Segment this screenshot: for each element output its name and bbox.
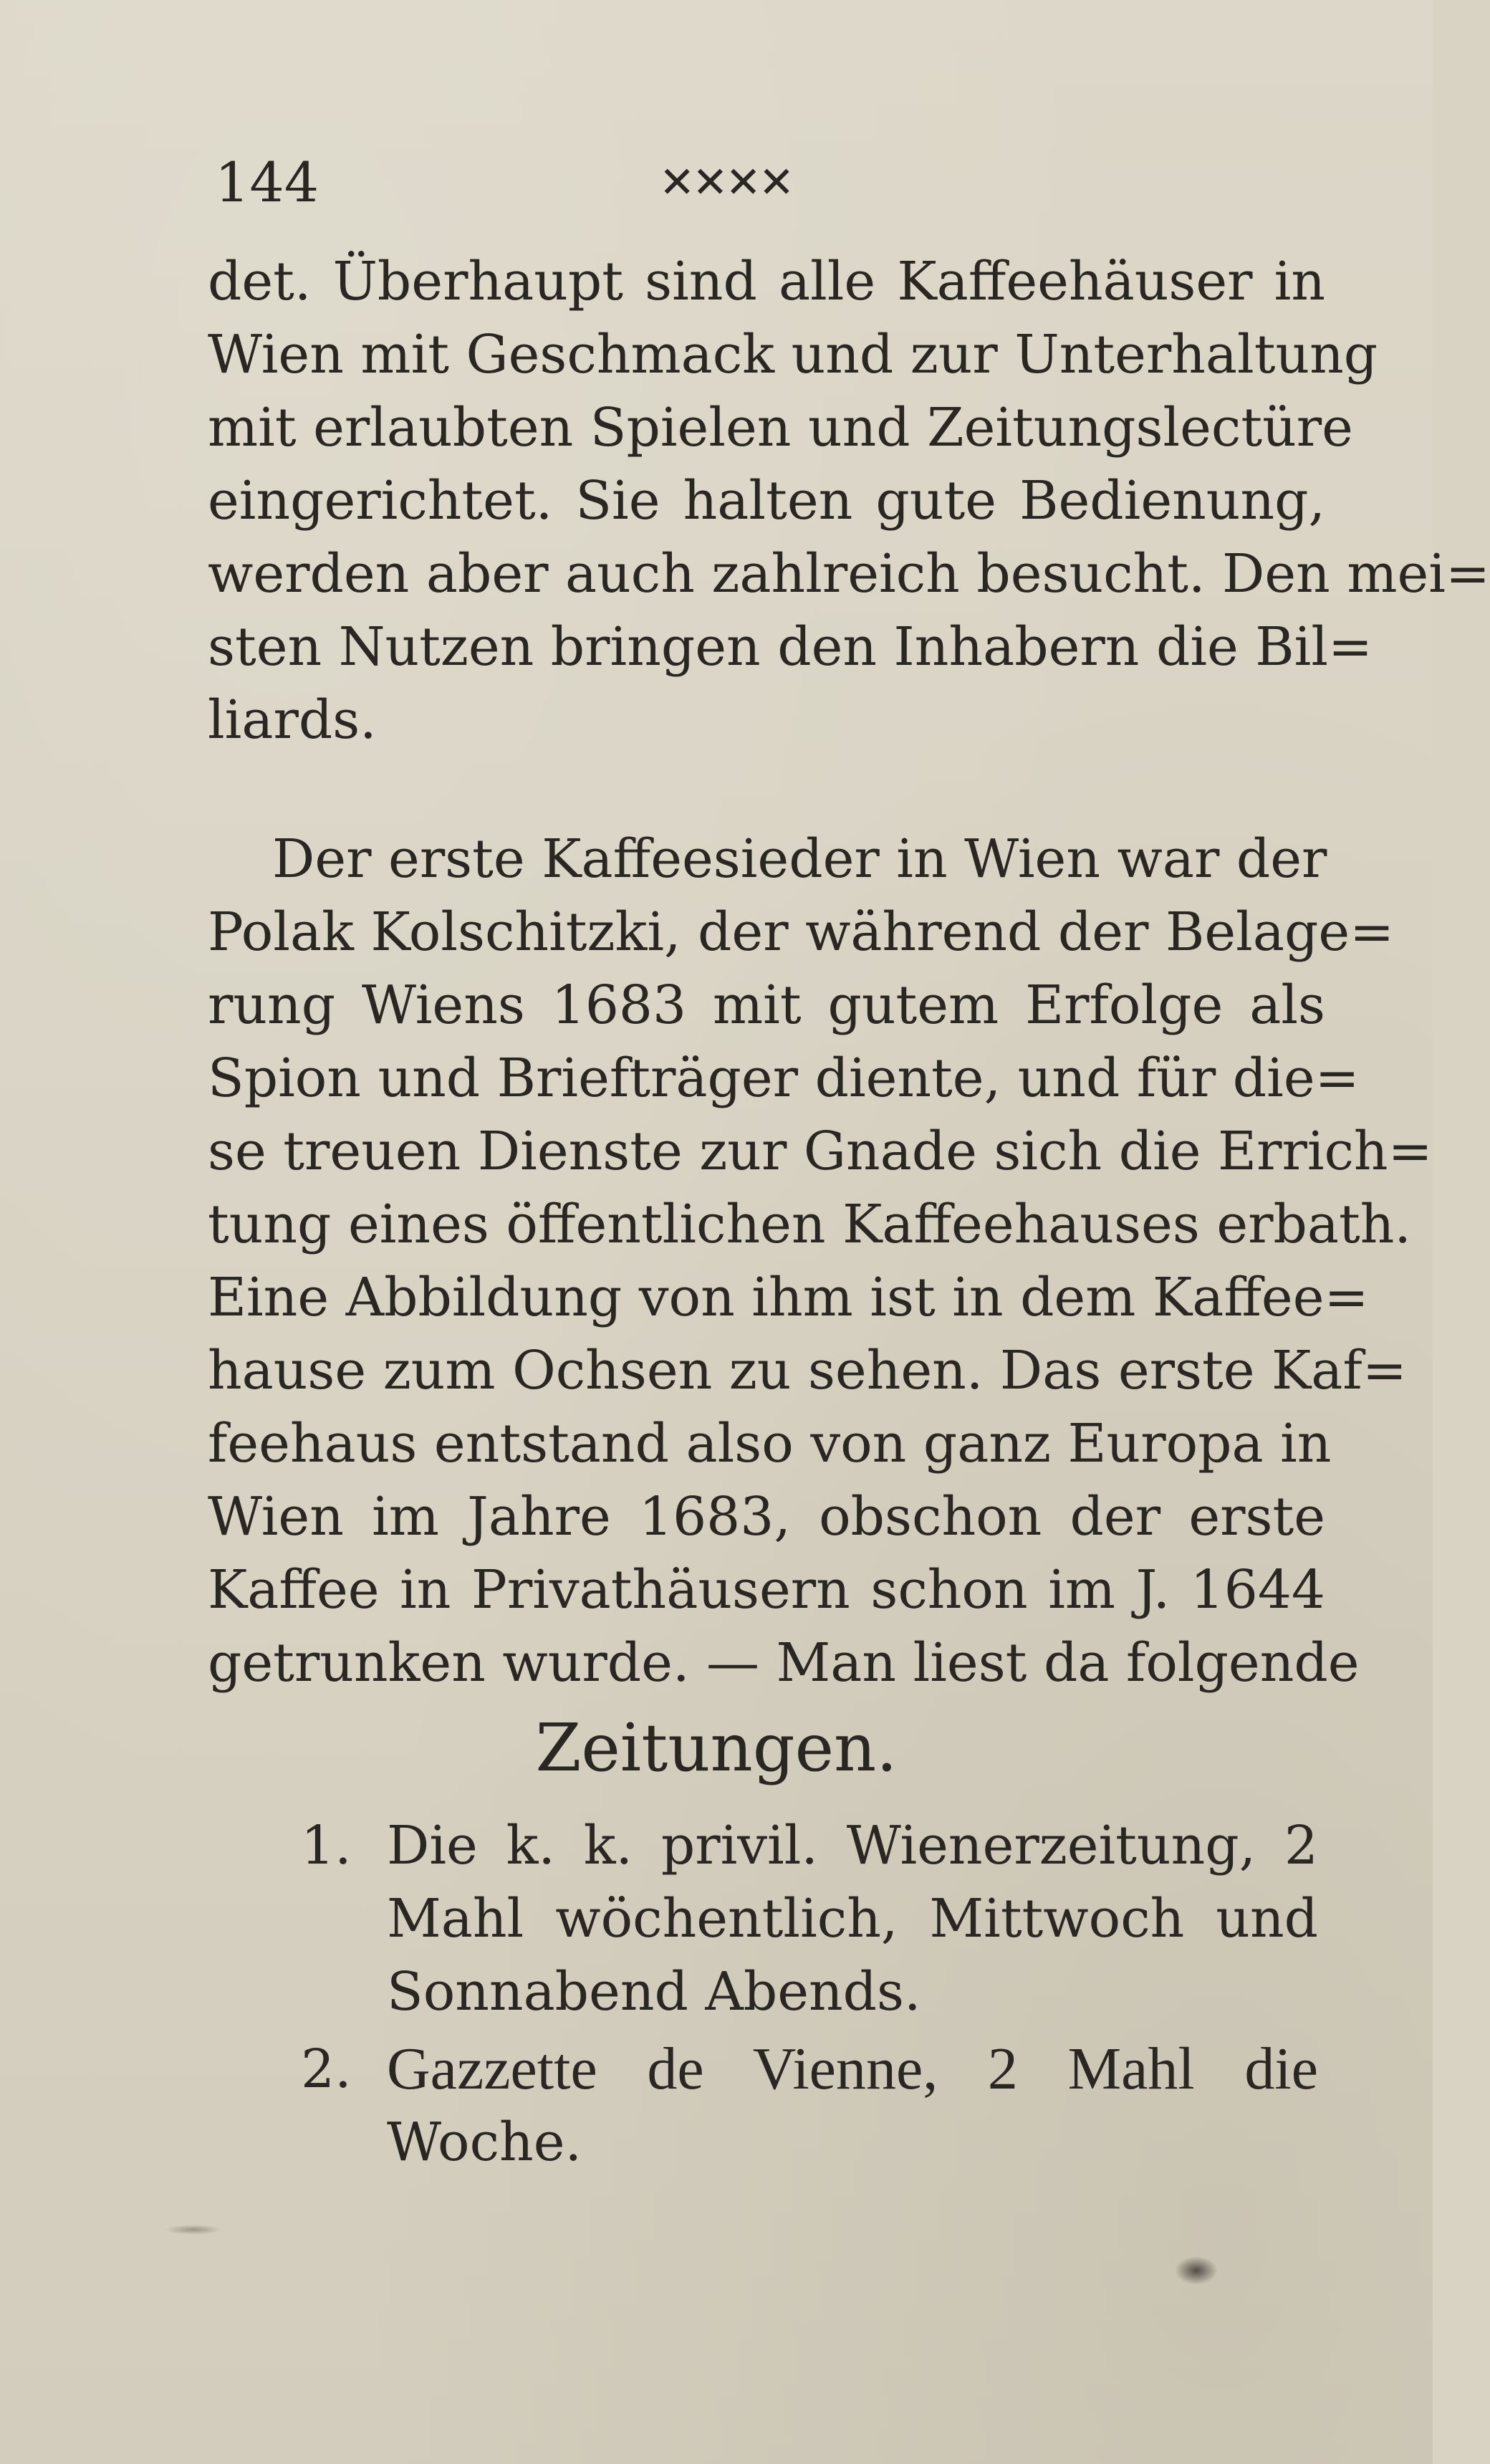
paragraph-2 bbox=[208, 823, 1433, 1700]
text-line: Wien im Jahre 1683, obschon der erste bbox=[208, 1486, 1325, 1548]
paper-speck bbox=[165, 2225, 222, 2235]
text-line: se treuen Dienste zur Gnade sich die Errich= bbox=[208, 1121, 1433, 1182]
text-line: hause zum Ochsen zu sehen. Das erste Kaf= bbox=[208, 1340, 1407, 1401]
ink-smudge bbox=[1175, 2256, 1218, 2285]
page-header bbox=[215, 147, 1289, 219]
text-line: rung Wiens 1683 mit gutem Erfolge als bbox=[208, 974, 1325, 1036]
list-item bbox=[301, 2033, 1318, 2179]
list-line: Mahl wöchentlich, Mittwoch und bbox=[387, 1888, 1318, 1950]
text-line: liards. bbox=[208, 689, 377, 751]
text-line: mit erlaubten Spielen und Zeitungslectüre bbox=[208, 397, 1353, 459]
text-line: Kaffee in Privathäusern schon im J. 1644 bbox=[208, 1559, 1325, 1621]
text-line: Wien mit Geschmack und zur Unterhaltung bbox=[208, 324, 1378, 385]
list-line: Gazzette de Vienne, 2 Mahl die bbox=[387, 2036, 1318, 2102]
list-line: Woche. bbox=[387, 2111, 582, 2173]
list-line: Sonnabend Abends. bbox=[387, 1961, 921, 2023]
text-line: sten Nutzen bringen den Inhabern die Bil= bbox=[208, 616, 1373, 678]
paragraph-1 bbox=[208, 245, 1490, 757]
header-ornament: ✕✕✕✕ bbox=[659, 158, 792, 208]
list-number: 1. bbox=[301, 1815, 352, 1876]
text-line: eingerichtet. Sie halten gute Bedienung, bbox=[208, 470, 1325, 532]
list-line: Die k. k. privil. Wienerzeitung, 2 bbox=[387, 1815, 1318, 1876]
text-line: Spion und Briefträger diente, und für die= bbox=[208, 1048, 1360, 1109]
text-line: det. Überhaupt sind alle Kaffeehäuser in bbox=[208, 251, 1325, 312]
text-line: werden aber auch zahlreich besucht. Den mei= bbox=[208, 543, 1490, 605]
section-heading: Zeitungen. bbox=[535, 1710, 898, 1786]
text-line: getrunken wurde. — Man liest da folgende bbox=[208, 1632, 1360, 1694]
list-item bbox=[301, 1809, 1318, 2028]
page-number: 144 bbox=[215, 150, 319, 214]
text-line: Polak Kolschitzki, der während der Belage= bbox=[208, 901, 1395, 963]
text-line: Der erste Kaffeesieder in Wien war der bbox=[272, 828, 1327, 890]
text-line: Eine Abbildung von ihm ist in dem Kaffee= bbox=[208, 1267, 1369, 1328]
text-line: tung eines öffentlichen Kaffeehauses erbath. bbox=[208, 1194, 1411, 1255]
text-line: feehaus entstand also von ganz Europa in bbox=[208, 1413, 1332, 1475]
newspaper-list bbox=[301, 1809, 1318, 2183]
list-number: 2. bbox=[301, 2038, 352, 2100]
